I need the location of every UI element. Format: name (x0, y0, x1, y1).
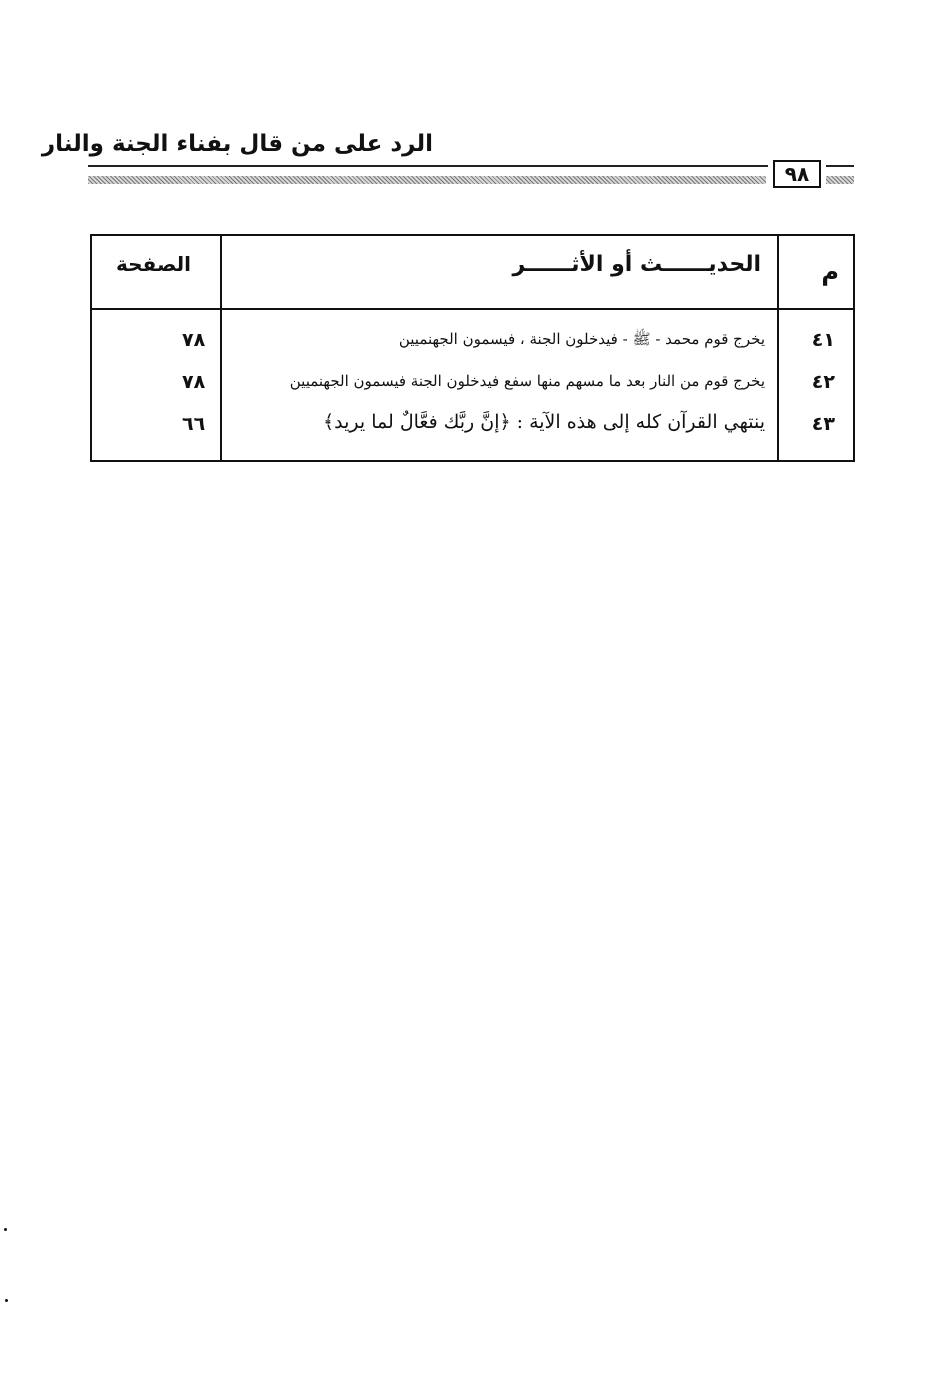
row-page: ٦٦ (182, 413, 206, 435)
index-table (90, 234, 855, 462)
column-header-number: م (821, 258, 839, 286)
rule-line-top (88, 165, 768, 167)
row-number: ٤١ (811, 329, 835, 351)
rule-hatch-right (826, 176, 854, 184)
row-text: ينتهي القرآن كله إلى هذه الآية : ﴿إنَّ ربَّك فعَّالٌ لما يريد﴾ (323, 411, 765, 433)
column-header-text: الحديــــــث أو الأثــــــر (512, 252, 761, 277)
row-page: ٧٨ (182, 329, 206, 351)
page-number-box: ٩٨ (773, 160, 821, 188)
row-number: ٤٣ (811, 413, 835, 435)
row-number: ٤٢ (811, 371, 835, 393)
rule-line-right (826, 165, 854, 167)
row-text: يخرج قوم محمد - ﷺ - فيدخلون الجنة ، فيسمون الجهنميين (398, 330, 765, 348)
rule-hatch-left (88, 176, 766, 184)
scan-speck (4, 1228, 7, 1231)
header-row-divider (92, 308, 853, 310)
row-page: ٧٨ (182, 371, 206, 393)
header-rule (88, 160, 854, 188)
column-header-page: الصفحة (116, 252, 192, 276)
column-divider-number (777, 236, 779, 460)
column-divider-page (220, 236, 222, 460)
running-title: الرد على من قال بفناء الجنة والنار (41, 131, 433, 157)
row-text: يخرج قوم من النار بعد ما مسهم منها سفع فيدخلون الجنة فيسمون الجهنميين (289, 372, 765, 390)
scan-speck (5, 1299, 8, 1302)
